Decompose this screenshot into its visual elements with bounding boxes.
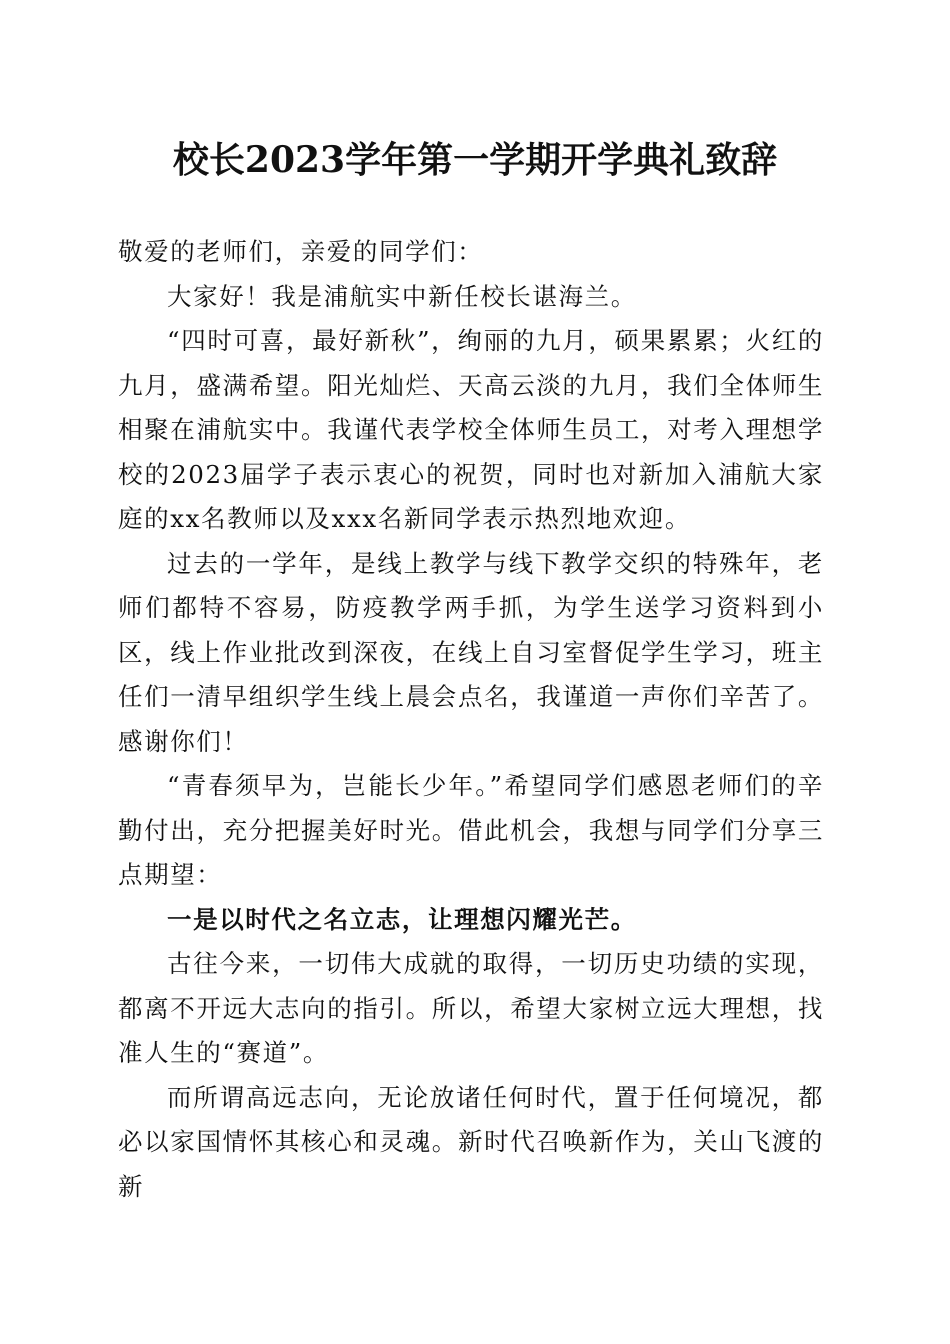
paragraph-greeting: 大家好！我是浦航实中新任校长谌海兰。 xyxy=(167,281,637,311)
document-body xyxy=(118,230,824,1209)
paragraph-ambition: 古往今来，一切伟大成就的取得，一切历史功绩的实现，都离不开远大志向的指引。所以，希望大家树立远大理想，找准人生的“赛道”。 xyxy=(118,949,824,1067)
paragraph-expectations-intro: “青春须早为，岂能长少年。”希望同学们感恩老师们的辛勤付出，充分把握美好时光。借此机会，我想与同学们分享三点期望： xyxy=(118,771,824,889)
salutation: 敬爱的老师们，亲爱的同学们： xyxy=(118,237,484,266)
section-heading-1: 一是以时代之名立志，让理想闪耀光芒。 xyxy=(167,904,637,934)
paragraph-thanks-teachers: 过去的一学年，是线上教学与线下教学交织的特殊年，老师们都特不容易，防疫教学两手抓，为学生送学习资料到小区，线上作业批改到深夜，在线上自习室督促学生学习，班主任们一清早组织学生线上晨会点名，我谨道一声你们辛苦了。感谢你们！ xyxy=(118,548,824,756)
paragraph-patriotism: 而所谓高远志向，无论放诸任何时代，置于任何境况，都必以家国情怀其核心和灵魂。新时代召唤新作为，关山飞渡的新 xyxy=(118,1082,824,1201)
document-title: 校长2023学年第一学期开学典礼致辞 xyxy=(172,139,778,181)
paragraph-welcome: “四时可喜，最好新秋”，绚丽的九月，硕果累累；火红的九月，盛满希望。阳光灿烂、天高云淡的九月，我们全体师生相聚在浦航实中。我谨代表学校全体师生员工，对考入理想学校的2023届学子表示衷心的祝贺，同时也对新加入浦航大家庭的xx名教师以及xxx名新同学表示热烈地欢迎。 xyxy=(118,326,824,533)
